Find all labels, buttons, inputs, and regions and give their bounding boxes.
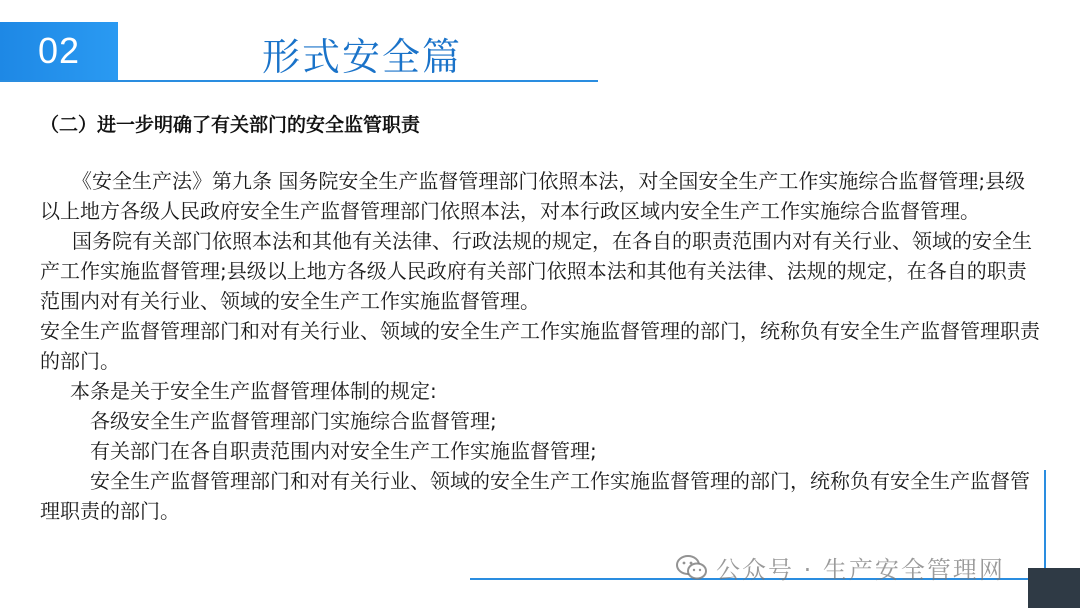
section-subtitle: （二）进一步明确了有关部门的安全监管职责: [40, 114, 421, 136]
slide-title: 形式安全篇: [262, 35, 463, 79]
body-text: [40, 166, 1040, 526]
watermark: [676, 550, 1005, 585]
frame-right-line: [1044, 470, 1046, 578]
wechat-icon: [676, 554, 708, 582]
paragraph-state-council: 国务院有关部门依照本法和其他有关法律、行政法规的规定，在各自的职责范围内对有关行业、领域的安全生产工作实施监督管理;县级以上地方各级人民政府有关部门依照本法和其他有关法律、法规的规定，在各自的职责范围内对有关行业、领域的安全生产工作实施监督管理。: [40, 229, 1032, 313]
watermark-text: 公众号 · 生产安全管理网: [716, 556, 1005, 584]
section-number-box: [0, 22, 118, 80]
title-underline: [0, 80, 598, 82]
corner-block: [1028, 568, 1080, 608]
paragraph-rule-item-1: 各级安全生产监督管理部门实施综合监督管理;: [90, 409, 497, 433]
section-number: 02: [37, 30, 81, 71]
paragraph-rule-item-2: 有关部门在各自职责范围内对安全生产工作实施监督管理;: [90, 439, 597, 463]
paragraph-rule-item-3: 安全生产监督管理部门和对有关行业、领域的安全生产工作实施监督管理的部门，统称负有安全生产监督管理职责的部门。: [40, 469, 1030, 523]
paragraph-definition: 安全生产监督管理部门和对有关行业、领域的安全生产工作实施监督管理的部门，统称负有安全生产监督管理职责的部门。: [40, 319, 1040, 373]
paragraph-article-9: 《安全生产法》第九条 国务院安全生产监督管理部门依照本法，对全国安全生产工作实施综合监督管理;县级以上地方各级人民政府安全生产监督管理部门依照本法，对本行政区域内安全生产工作实施综合监督管理。: [40, 169, 1026, 223]
paragraph-rule-intro: 本条是关于安全生产监督管理体制的规定:: [70, 379, 437, 403]
